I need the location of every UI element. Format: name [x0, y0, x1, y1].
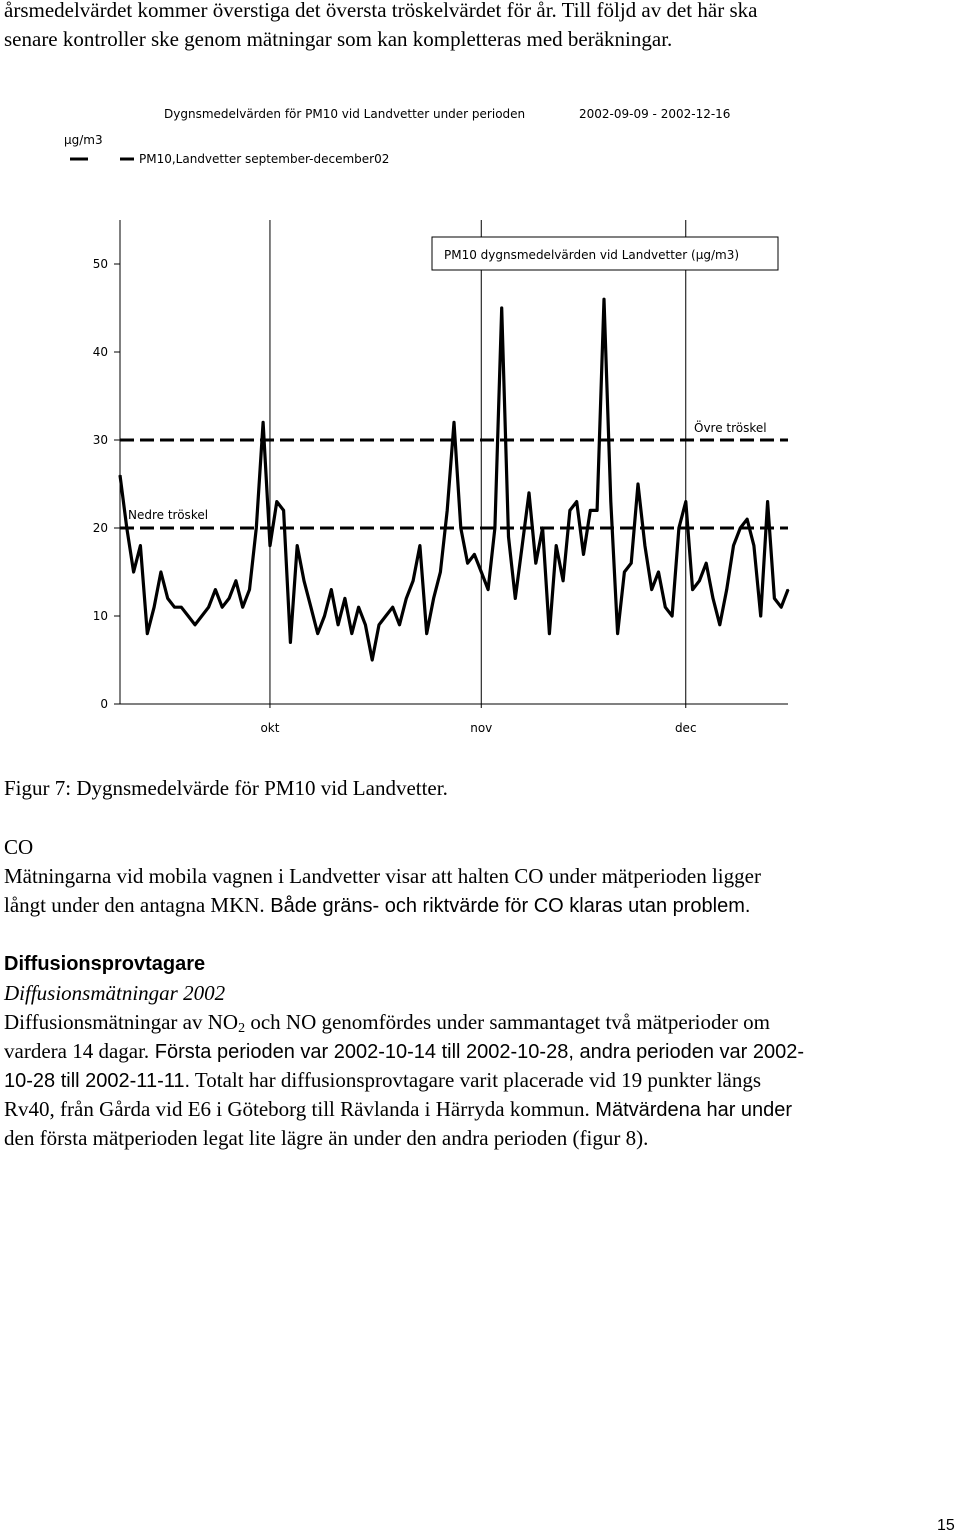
plot-area	[93, 220, 789, 735]
data-point	[201, 615, 203, 617]
y-tick-label: 20	[92, 521, 108, 535]
data-point	[351, 633, 353, 635]
data-point	[371, 659, 373, 661]
data-point	[140, 545, 142, 547]
data-point	[760, 615, 762, 617]
data-point	[290, 642, 292, 644]
y-tick-label: 30	[92, 433, 108, 447]
data-point	[542, 527, 544, 529]
data-point	[583, 554, 585, 556]
data-point	[337, 624, 339, 626]
data-point	[146, 633, 148, 635]
data-point	[726, 589, 728, 591]
data-point	[678, 527, 680, 529]
data-point	[344, 598, 346, 600]
data-point	[549, 633, 551, 635]
data-point	[208, 606, 210, 608]
data-point	[160, 571, 162, 573]
data-point	[378, 624, 380, 626]
data-point	[324, 615, 326, 617]
data-point	[555, 545, 557, 547]
data-point	[780, 606, 782, 608]
data-point	[569, 510, 571, 512]
co-heading: CO	[4, 835, 34, 859]
data-point	[467, 562, 469, 564]
data-point	[399, 624, 401, 626]
data-point	[487, 589, 489, 591]
legend-label: PM10,Landvetter september-december02	[139, 152, 390, 166]
data-point	[228, 598, 230, 600]
data-point	[119, 474, 121, 476]
co-line-2b: Både gräns- och riktvärde för CO klaras utan problem.	[264, 895, 751, 917]
data-point	[385, 615, 387, 617]
threshold-label: Övre tröskel	[694, 421, 767, 435]
co-line-1: Mätningarna vid mobila vagnen i Landvetter visar att halten CO under mätperioden ligger	[4, 864, 761, 888]
y-tick-label: 0	[100, 697, 108, 711]
data-point	[433, 598, 435, 600]
inner-legend-label: PM10 dygnsmedelvärden vid Landvetter (µg/m3)	[444, 248, 740, 262]
data-point	[637, 483, 639, 485]
intro-line-2: senare kontroller ske genom mätningar som kan kompletteras med beräkningar.	[4, 27, 673, 51]
data-point	[508, 536, 510, 538]
data-point	[365, 624, 367, 626]
data-point	[617, 633, 619, 635]
chart-title: Dygnsmedelvärden för PM10 vid Landvetter under perioden	[164, 107, 526, 121]
diffusion-line-3	[4, 1066, 954, 1096]
data-point	[262, 422, 264, 424]
data-point	[133, 571, 135, 573]
diffusion-line-1b: och NO genomfördes under sammantaget två mätperioder om	[245, 1010, 770, 1034]
inner-legend-box	[432, 237, 778, 270]
diffusion-line-4	[4, 1095, 954, 1125]
data-point	[174, 606, 176, 608]
data-point	[515, 598, 517, 600]
data-point	[712, 598, 714, 600]
data-point	[412, 580, 414, 582]
data-point	[276, 501, 278, 503]
data-point	[651, 589, 653, 591]
diffusion-line-4b: Mätvärdena har under	[589, 1099, 793, 1121]
data-point	[603, 298, 605, 300]
x-tick-label: dec	[674, 721, 697, 735]
data-point	[256, 527, 258, 529]
diffusion-subheading: Diffusionsmätningar 2002	[4, 981, 226, 1005]
data-point	[692, 589, 694, 591]
data-point	[296, 545, 298, 547]
data-point	[610, 501, 612, 503]
pm10-series-line	[120, 299, 788, 660]
data-point	[221, 606, 223, 608]
diffusion-line-5: den första mätperioden legat lite lägre än under den andra perioden (figur 8).	[4, 1126, 649, 1150]
data-point	[283, 510, 285, 512]
data-point	[746, 518, 748, 520]
diffusion-heading: Diffusionsprovtagare	[4, 953, 206, 975]
data-point	[167, 598, 169, 600]
data-point	[153, 606, 155, 608]
data-point	[787, 589, 789, 591]
diffusion-line-3a: 10-28 till 2002-11-11.	[4, 1070, 191, 1092]
data-point	[194, 624, 196, 626]
diffusion-line-1a: Diffusionsmätningar av NO	[4, 1010, 239, 1034]
data-point	[453, 422, 455, 424]
data-point	[562, 580, 564, 582]
data-point	[474, 554, 476, 556]
y-tick-label: 10	[92, 609, 108, 623]
data-point	[235, 580, 237, 582]
data-point	[719, 624, 721, 626]
data-point	[181, 606, 183, 608]
data-point	[665, 606, 667, 608]
data-point	[392, 606, 394, 608]
data-point	[440, 571, 442, 573]
no2-subscript: 2	[238, 1021, 246, 1036]
figure-caption: Figur 7: Dygnsmedelvärde för PM10 vid Landvetter.	[4, 776, 448, 800]
data-point	[535, 562, 537, 564]
data-point	[774, 598, 776, 600]
diffusion-line-1	[4, 1008, 954, 1037]
data-point	[685, 501, 687, 503]
data-point	[242, 606, 244, 608]
y-tick-label: 40	[92, 345, 108, 359]
data-point	[317, 633, 319, 635]
chart-legend	[70, 152, 389, 166]
data-point	[446, 510, 448, 512]
y-axis-label: µg/m3	[64, 133, 103, 147]
co-line-2a: långt under den antagna MKN.	[4, 893, 265, 917]
y-tick-label: 50	[92, 257, 108, 271]
diffusion-line-4a: Rv40, från Gårda vid E6 i Göteborg till Rävlanda i Härryda kommun.	[4, 1097, 590, 1121]
data-point	[331, 589, 333, 591]
data-point	[767, 501, 769, 503]
data-point	[699, 580, 701, 582]
page-number: 15	[937, 1517, 955, 1534]
threshold-label: Nedre tröskel	[128, 508, 209, 522]
data-point	[187, 615, 189, 617]
data-point	[644, 545, 646, 547]
data-point	[303, 580, 305, 582]
data-point	[733, 545, 735, 547]
data-point	[705, 562, 707, 564]
pm10-chart-svg	[60, 90, 810, 750]
data-point	[521, 545, 523, 547]
diffusion-line-2a: vardera 14 dagar.	[4, 1039, 150, 1063]
data-point	[501, 307, 503, 309]
data-point	[249, 589, 251, 591]
data-point	[630, 562, 632, 564]
intro-line-1: årsmedelvärdet kommer överstiga det översta tröskelvärdet för år. Till följd av det här ska	[4, 0, 758, 22]
data-point	[753, 545, 755, 547]
data-point	[419, 545, 421, 547]
pm10-chart	[60, 90, 810, 750]
chart-period: 2002-09-09 - 2002-12-16	[579, 107, 731, 121]
data-point	[269, 545, 271, 547]
data-point	[739, 527, 741, 529]
data-point	[576, 501, 578, 503]
data-point	[596, 510, 598, 512]
data-point	[358, 606, 360, 608]
data-point	[426, 633, 428, 635]
data-point	[528, 492, 530, 494]
data-point	[480, 571, 482, 573]
data-point	[405, 598, 407, 600]
data-point	[126, 527, 128, 529]
x-tick-label: okt	[260, 721, 280, 735]
data-point	[494, 527, 496, 529]
data-point	[624, 571, 626, 573]
data-point	[671, 615, 673, 617]
data-point	[590, 510, 592, 512]
diffusion-line-2	[4, 1037, 954, 1067]
diffusion-line-2b: Första perioden var 2002-10-14 till 2002-10-28, andra perioden var 2002-	[149, 1041, 805, 1063]
x-tick-label: nov	[470, 721, 493, 735]
data-point	[658, 571, 660, 573]
data-point	[310, 606, 312, 608]
data-point	[215, 589, 217, 591]
data-point	[460, 527, 462, 529]
co-line-2	[4, 891, 954, 921]
diffusion-line-3b: Totalt har diffusionsprovtagare varit placerade vid 19 punkter längs	[190, 1068, 762, 1092]
